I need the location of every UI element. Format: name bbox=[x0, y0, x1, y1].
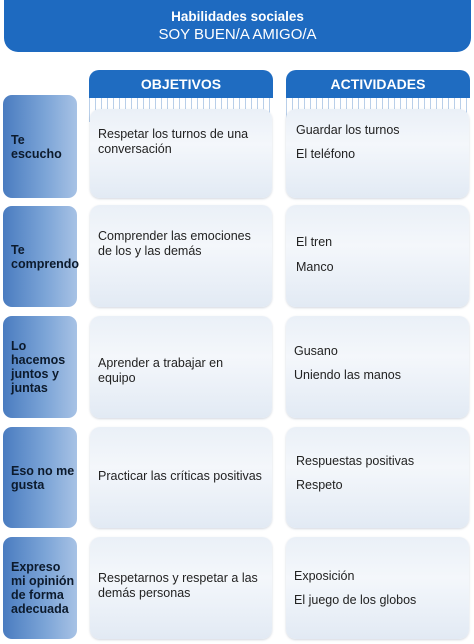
actividad-item: Manco bbox=[296, 260, 334, 274]
objetivo-cell bbox=[90, 205, 272, 307]
objetivo-text: Respetar los turnos de una conversación bbox=[98, 127, 249, 156]
row-label-lo-hacemos-juntos: Lo hacemos juntos y juntas bbox=[3, 316, 77, 418]
actividad-item: Uniendo las manos bbox=[294, 368, 402, 382]
actividad-item: El tren bbox=[296, 235, 333, 249]
objetivo-text: Comprender las emociones de los y las demás bbox=[98, 229, 251, 258]
actividades-cell bbox=[286, 427, 469, 528]
actividad-item: El juego de los globos bbox=[294, 593, 417, 607]
page-subtitle: SOY BUEN/A AMIGO/A bbox=[158, 26, 317, 43]
objetivo-text: Aprender a trabajar en equipo bbox=[98, 356, 224, 385]
row-label-eso-no-me-gusta: Eso no me gusta bbox=[3, 427, 77, 528]
actividad-item: El teléfono bbox=[296, 147, 356, 161]
objetivo-text: Respetarnos y respetar a las demás personas bbox=[98, 571, 258, 600]
actividades-cell bbox=[286, 109, 469, 198]
actividad-item: Respeto bbox=[296, 478, 343, 492]
page-title: Habilidades sociales bbox=[171, 9, 304, 24]
actividades-cell bbox=[286, 205, 469, 307]
row-label-te-comprendo: Te comprendo bbox=[3, 206, 77, 307]
objetivo-cell bbox=[90, 109, 272, 198]
row-label-te-escucho: Te escucho bbox=[3, 95, 77, 198]
actividad-item: Exposición bbox=[294, 569, 355, 583]
actividades-cell bbox=[286, 537, 469, 639]
actividad-item: Guardar los turnos bbox=[296, 123, 400, 137]
actividad-item: Gusano bbox=[294, 344, 338, 358]
objetivo-cell bbox=[90, 427, 272, 528]
title-banner bbox=[4, 0, 471, 52]
actividad-item: Respuestas positivas bbox=[296, 454, 415, 468]
objetivo-cell bbox=[90, 316, 272, 418]
column-header-actividades: ACTIVIDADES bbox=[286, 70, 470, 98]
row-label-expreso-mi-opinion: Expreso mi opinión de forma adecuada bbox=[3, 537, 77, 639]
column-header-objetivos: OBJETIVOS bbox=[89, 70, 273, 98]
actividades-cell bbox=[286, 316, 469, 418]
objetivo-cell bbox=[90, 537, 272, 639]
objetivo-text: Practicar las críticas positivas bbox=[98, 469, 262, 483]
